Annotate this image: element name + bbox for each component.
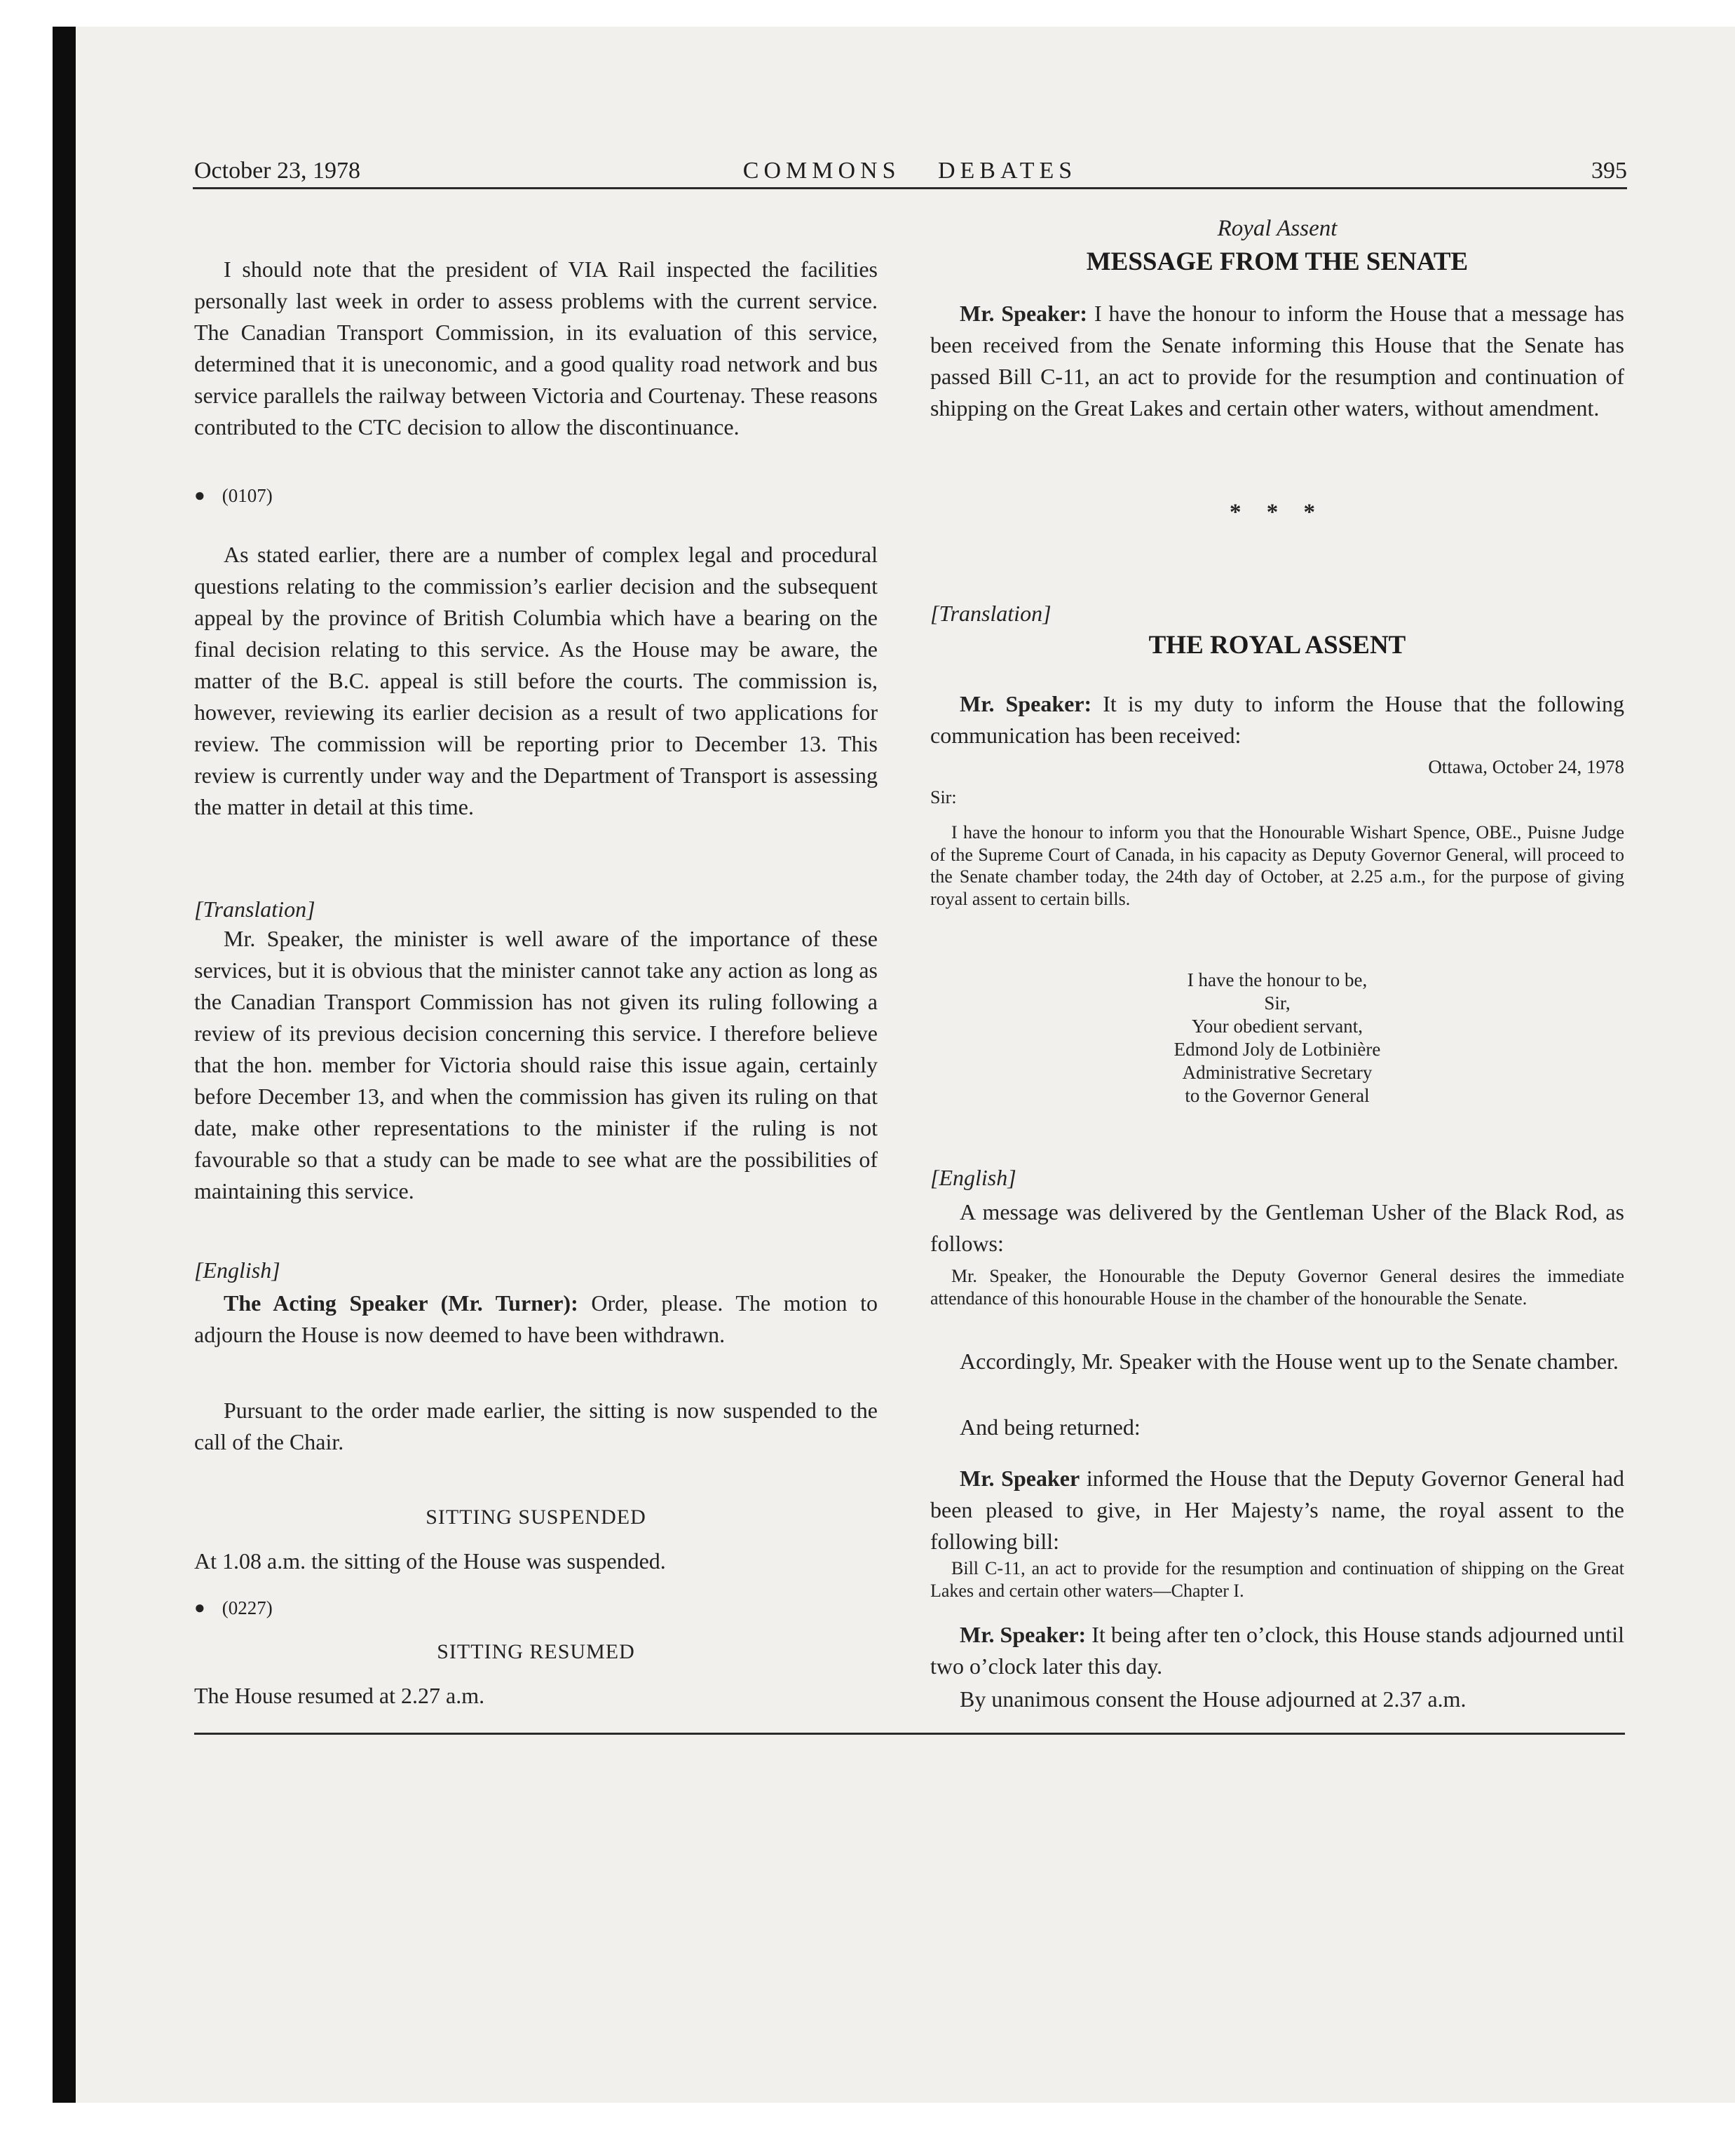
bill-citation: Bill C-11, an act to provide for the resumption and continuation of shipping on the Great Lakes and certain other waters—Chapter I. (930, 1558, 1624, 1601)
header-date: October 23, 1978 (194, 158, 361, 184)
speech-mr-speaker (930, 298, 1624, 424)
letter-closing-line: Your obedient servant, (1192, 1016, 1363, 1037)
speech-mr-speaker (930, 1619, 1624, 1682)
letter-closing-line: I have the honour to be, (1187, 969, 1368, 990)
section-heading-sitting-suspended: SITTING SUSPENDED (426, 1506, 646, 1529)
speaker-name: Mr. Speaker: (960, 1622, 1087, 1647)
letter-closing-signature: Edmond Joly de Lotbinière (1173, 1039, 1381, 1060)
letter-body: I have the honour to inform you that the Honourable Wishart Spence, OBE., Puisne Judge of the Supreme Court of Canada, in his capacity as Deputy Governor General, will proceed to the Senate chamber today, the 24th day of October, at 2.25 a.m., for the purpose of giving royal assent to certain bills. (930, 822, 1624, 909)
paragraph: As stated earlier, there are a number of complex legal and procedural questions relating to the commission’s earlier decision and the subsequent appeal by the province of British Columbia which have a bearing on the final decision relating to this service. As the House may be aware, the matter of the B.C. appeal is still before the courts. The commission is, however, reviewing its earlier decision as a result of two applications for review. The commission will be reporting prior to December 13. This review is currently under way and the Department of Transport is assessing the matter in detail at this time. (194, 542, 878, 819)
letter-dateline: Ottawa, October 24, 1978 (1428, 756, 1624, 777)
footer-rule (194, 1733, 1625, 1735)
paragraph: And being returned: (960, 1414, 1141, 1440)
timestamp-marker (194, 1597, 878, 1619)
speaker-name: Mr. Speaker: (960, 301, 1088, 326)
speech-text: It being after ten o’clock, this House stands adjourned until two o’clock later this day. (930, 1622, 1625, 1679)
paragraph: Accordingly, Mr. Speaker with the House went up to the Senate chamber. (960, 1349, 1619, 1374)
book-spine-shadow (53, 27, 76, 2103)
language-tag-english: [English] (930, 1165, 1016, 1190)
language-tag-english: [English] (194, 1257, 280, 1283)
section-heading-sitting-resumed: SITTING RESUMED (437, 1640, 635, 1663)
header-page-number: 395 (1591, 158, 1627, 184)
language-tag-translation: [Translation] (930, 601, 1052, 626)
paragraph: Mr. Speaker, the minister is well aware of the importance of these services, but it is obvious that the minister cannot take any action as long as the Canadian Transport Commission has not given its ruling following a review of its previous decision concerning this service. I therefore believe that the hon. member for Victoria should raise this issue again, certainly before December 13, and when the commission has given its ruling on that date, make other representations to the minister if the ruling is not favourable so that a study can be made to see what are the possibilities of maintaining this service. (194, 926, 878, 1203)
language-tag-translation: [Translation] (194, 896, 315, 922)
paragraph: A message was delivered by the Gentleman Usher of the Black Rod, as follows: (930, 1199, 1624, 1256)
speech-acting-speaker (194, 1288, 878, 1351)
timestamp-bullet-icon: ● (194, 1597, 205, 1618)
speech-mr-speaker (930, 688, 1624, 751)
running-head: Royal Assent (1217, 216, 1338, 241)
speech-mr-speaker (930, 1463, 1624, 1557)
speaker-name: Mr. Speaker (960, 1466, 1080, 1491)
quoted-message: Mr. Speaker, the Honourable the Deputy Governor General desires the immediate attendance of this honourable House in the chamber of the honourable the Senate. (930, 1266, 1624, 1309)
paragraph: The House resumed at 2.27 a.m. (194, 1683, 485, 1708)
timestamp-label: (0107) (222, 485, 273, 506)
letter-closing (930, 969, 1624, 1107)
letter-closing-line: Sir, (1264, 992, 1291, 1014)
speech-text: Order, please. The motion to adjourn the House is now deemed to have been withdrawn. (194, 1290, 878, 1347)
letter-closing-line: Administrative Secretary (1182, 1062, 1373, 1083)
paragraph: Pursuant to the order made earlier, the sitting is now suspended to the call of the Chair. (194, 1398, 878, 1454)
section-separator-stars: * * * (1230, 500, 1325, 525)
section-heading-the-royal-assent: THE ROYAL ASSENT (1148, 631, 1406, 660)
paragraph: I should note that the president of VIA Rail inspected the facilities personally last week in order to assess problems with the current service. The Canadian Transport Commission, in its evaluation of this service, determined that it is uneconomic, and a good quality road network and bus service parallels the railway between Victoria and Courtenay. These reasons contributed to the CTC decision to allow the discontinuance. (194, 257, 878, 439)
timestamp-label: (0227) (222, 1597, 273, 1618)
timestamp-bullet-icon: ● (194, 485, 205, 505)
paragraph: At 1.08 a.m. the sitting of the House was suspended. (194, 1548, 666, 1574)
speech-text: informed the House that the Deputy Governor General had been pleased to give, in Her Majesty’s name, the royal assent to the following bill: (930, 1466, 1625, 1554)
speaker-name: Mr. Speaker: (960, 691, 1092, 716)
header-title: COMMONS DEBATES (742, 158, 1077, 184)
speech-text: I have the honour to inform the House that a message has been received from the Senate informing this House that the Senate has passed Bill C-11, an act to provide for the resumption and continuation of shipping on the Great Lakes and certain other waters, without amendment. (930, 301, 1625, 421)
paragraph: By unanimous consent the House adjourned at 2.37 a.m. (960, 1686, 1467, 1712)
speech-text: It is my duty to inform the House that the following communication has been received: (930, 691, 1625, 748)
header-rule (193, 187, 1627, 189)
timestamp-marker (194, 484, 878, 507)
letter-salutation: Sir: (930, 787, 957, 807)
speaker-name: The Acting Speaker (Mr. Turner): (224, 1290, 578, 1316)
section-heading-message-from-senate: MESSAGE FROM THE SENATE (1086, 247, 1469, 276)
letter-closing-line: to the Governor General (1185, 1085, 1370, 1106)
